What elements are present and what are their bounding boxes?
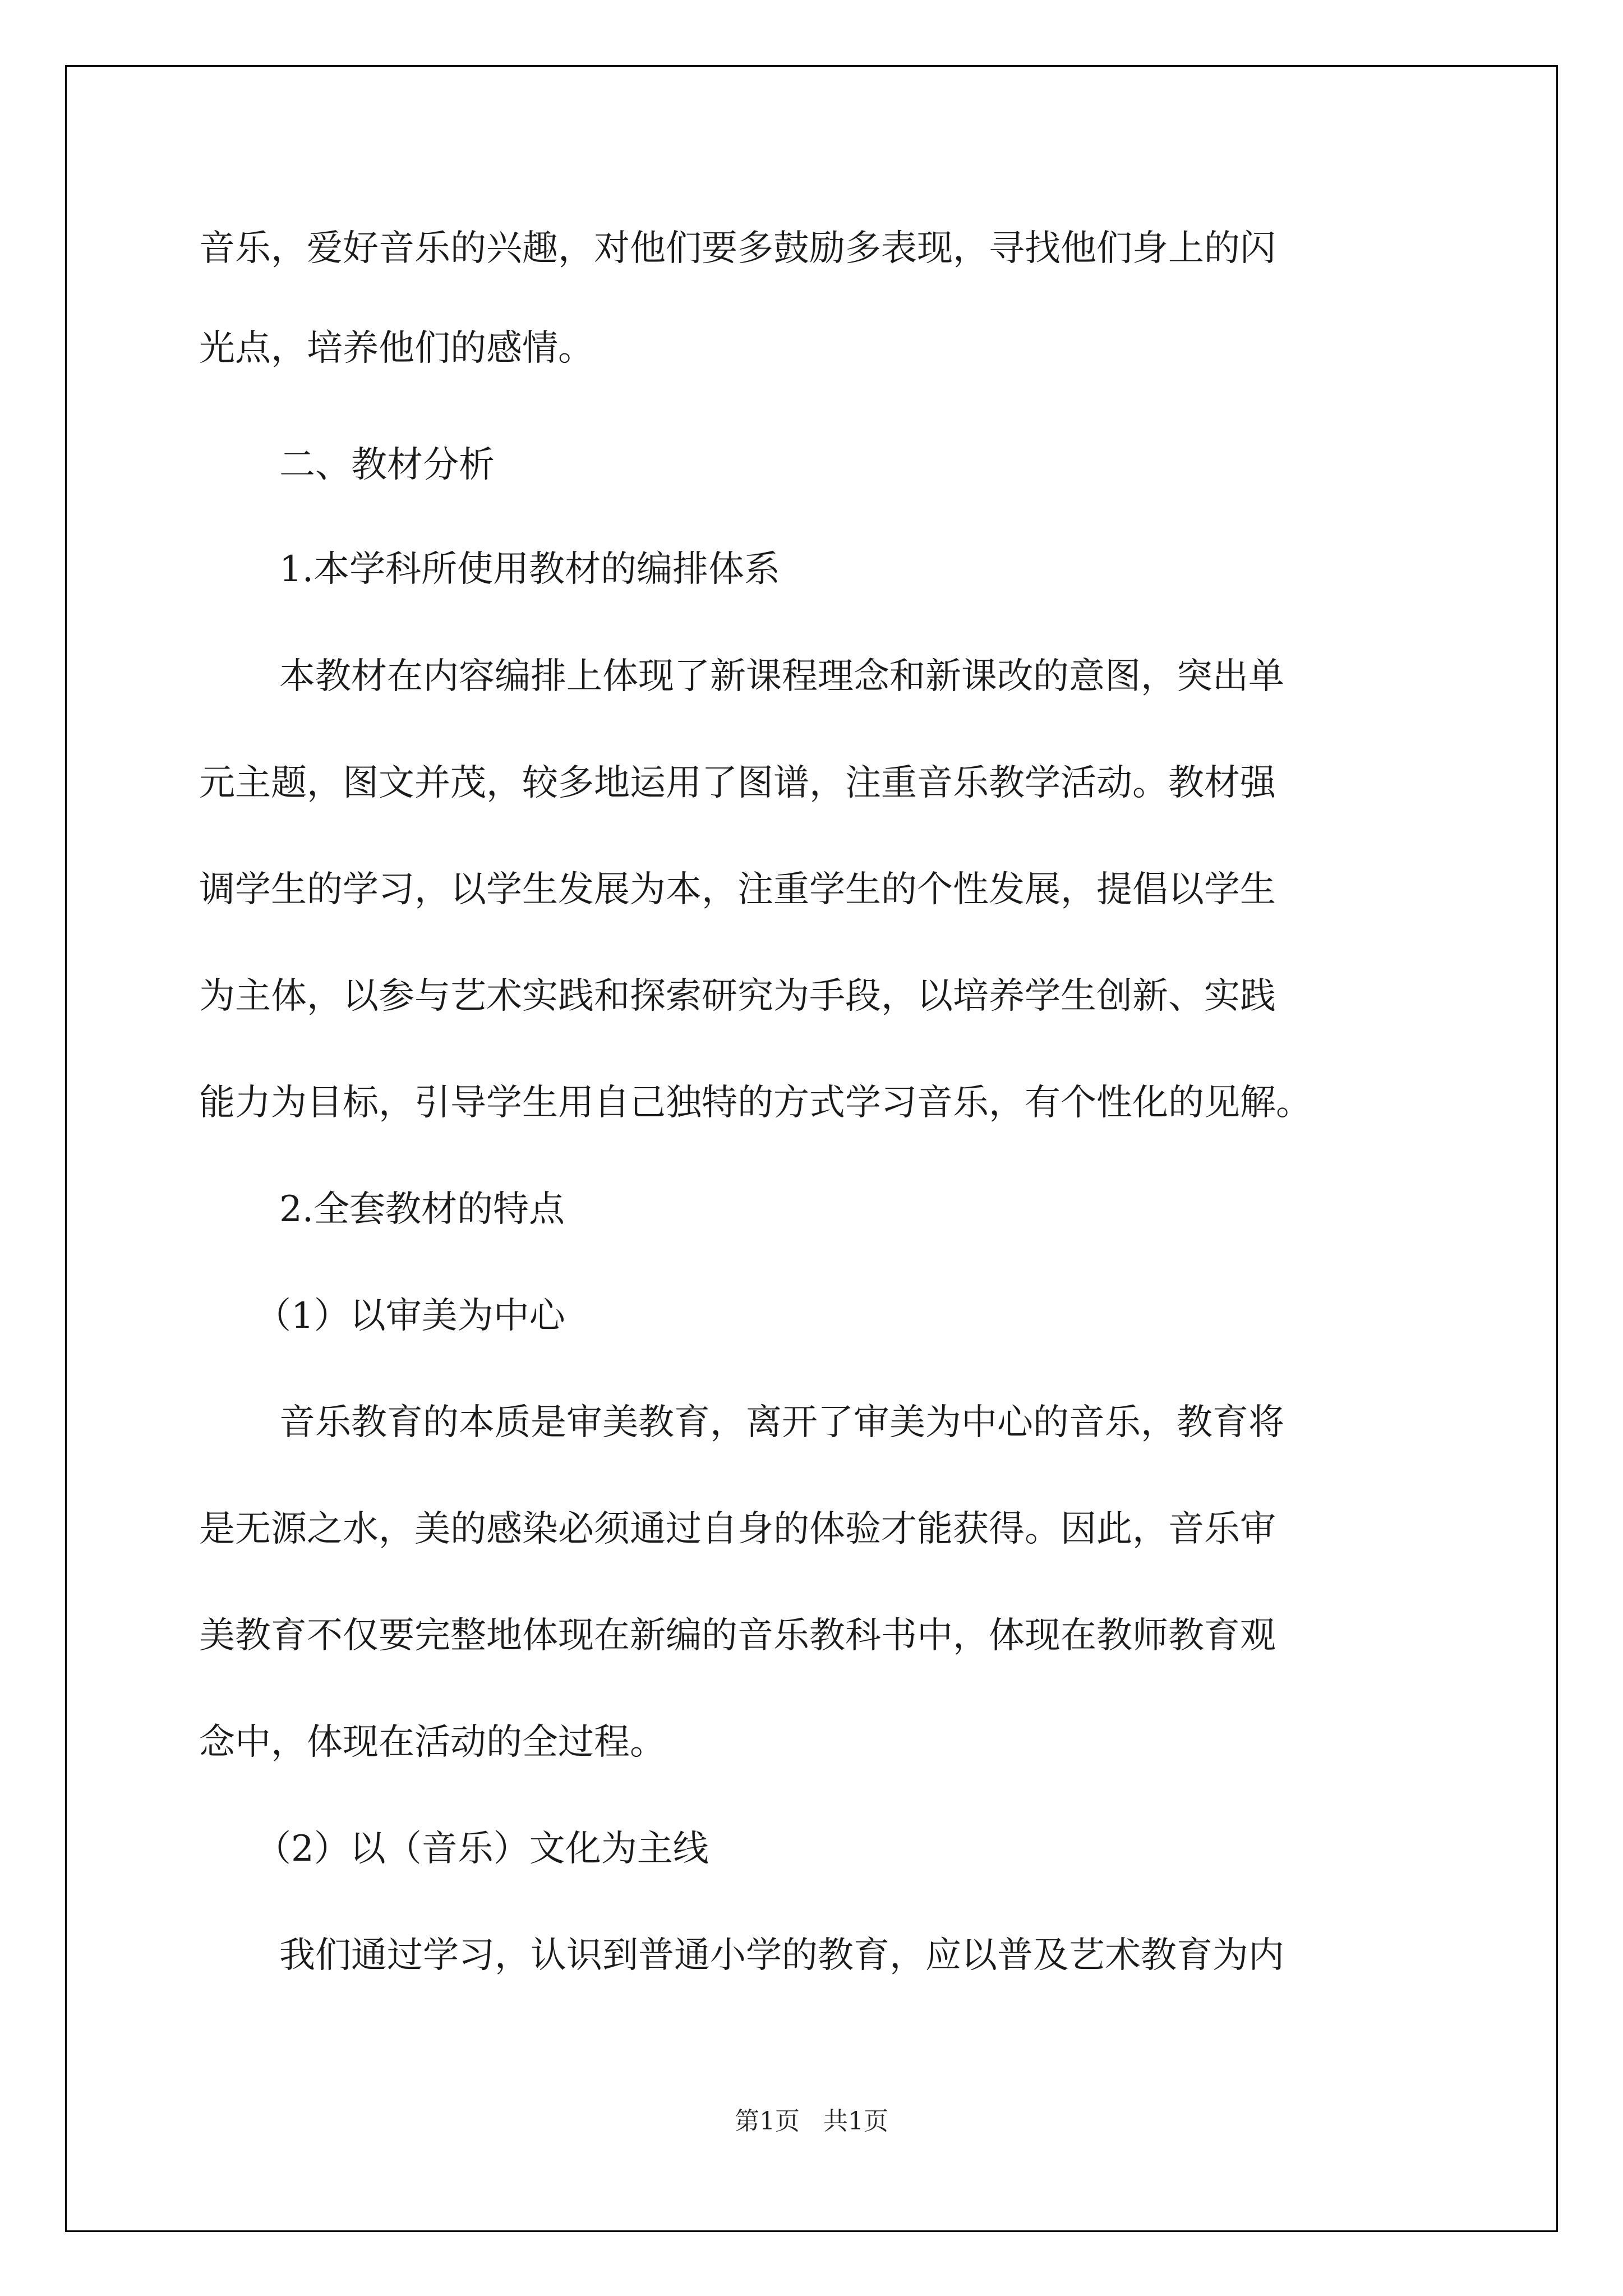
point-heading-2: （2）以（音乐）文化为主线	[255, 1828, 709, 1870]
text-line-8: 为主体，以参与艺术实践和探索研究为手段，以培养学生创新、实践	[199, 976, 1276, 1017]
text-line-7: 调学生的学习，以学生发展为本，注重学生的个性发展，提倡以学生	[199, 869, 1276, 910]
subsection-heading-1: 1.本学科所使用教材的编排体系	[279, 549, 781, 590]
text-line-14: 美教育不仅要完整地体现在新编的音乐教科书中，体现在教师教育观	[199, 1615, 1276, 1657]
text-line-2: 光点，培养他们的感情。	[199, 328, 594, 369]
section-heading-textbook-analysis: 二、教材分析	[279, 444, 495, 486]
text-line-5: 本教材在内容编排上体现了新课程理念和新课改的意图，突出单	[279, 656, 1284, 697]
text-line-15: 念中，体现在活动的全过程。	[199, 1722, 666, 1763]
text-line-9: 能力为目标，引导学生用自己独特的方式学习音乐，有个性化的见解。	[199, 1082, 1312, 1124]
point-heading-1: （1）以审美为中心	[255, 1295, 565, 1337]
text-line-12: 音乐教育的本质是审美教育，离开了审美为中心的音乐，教育将	[279, 1402, 1284, 1443]
text-line-1: 音乐，爱好音乐的兴趣，对他们要多鼓励多表现，寻找他们身上的闪	[199, 228, 1276, 269]
page-border	[65, 65, 1558, 2232]
page-current: 第1页	[735, 2107, 800, 2136]
page-footer	[0, 2106, 1623, 2137]
page-total: 共1页	[823, 2107, 888, 2136]
text-line-6: 元主题，图文并茂，较多地运用了图谱，注重音乐教学活动。教材强	[199, 762, 1276, 804]
text-line-17: 我们通过学习，认识到普通小学的教育，应以普及艺术教育为内	[279, 1935, 1284, 1976]
text-line-13: 是无源之水，美的感染必须通过自身的体验才能获得。因此，音乐审	[199, 1508, 1276, 1550]
subsection-heading-2: 2.全套教材的特点	[279, 1189, 565, 1230]
